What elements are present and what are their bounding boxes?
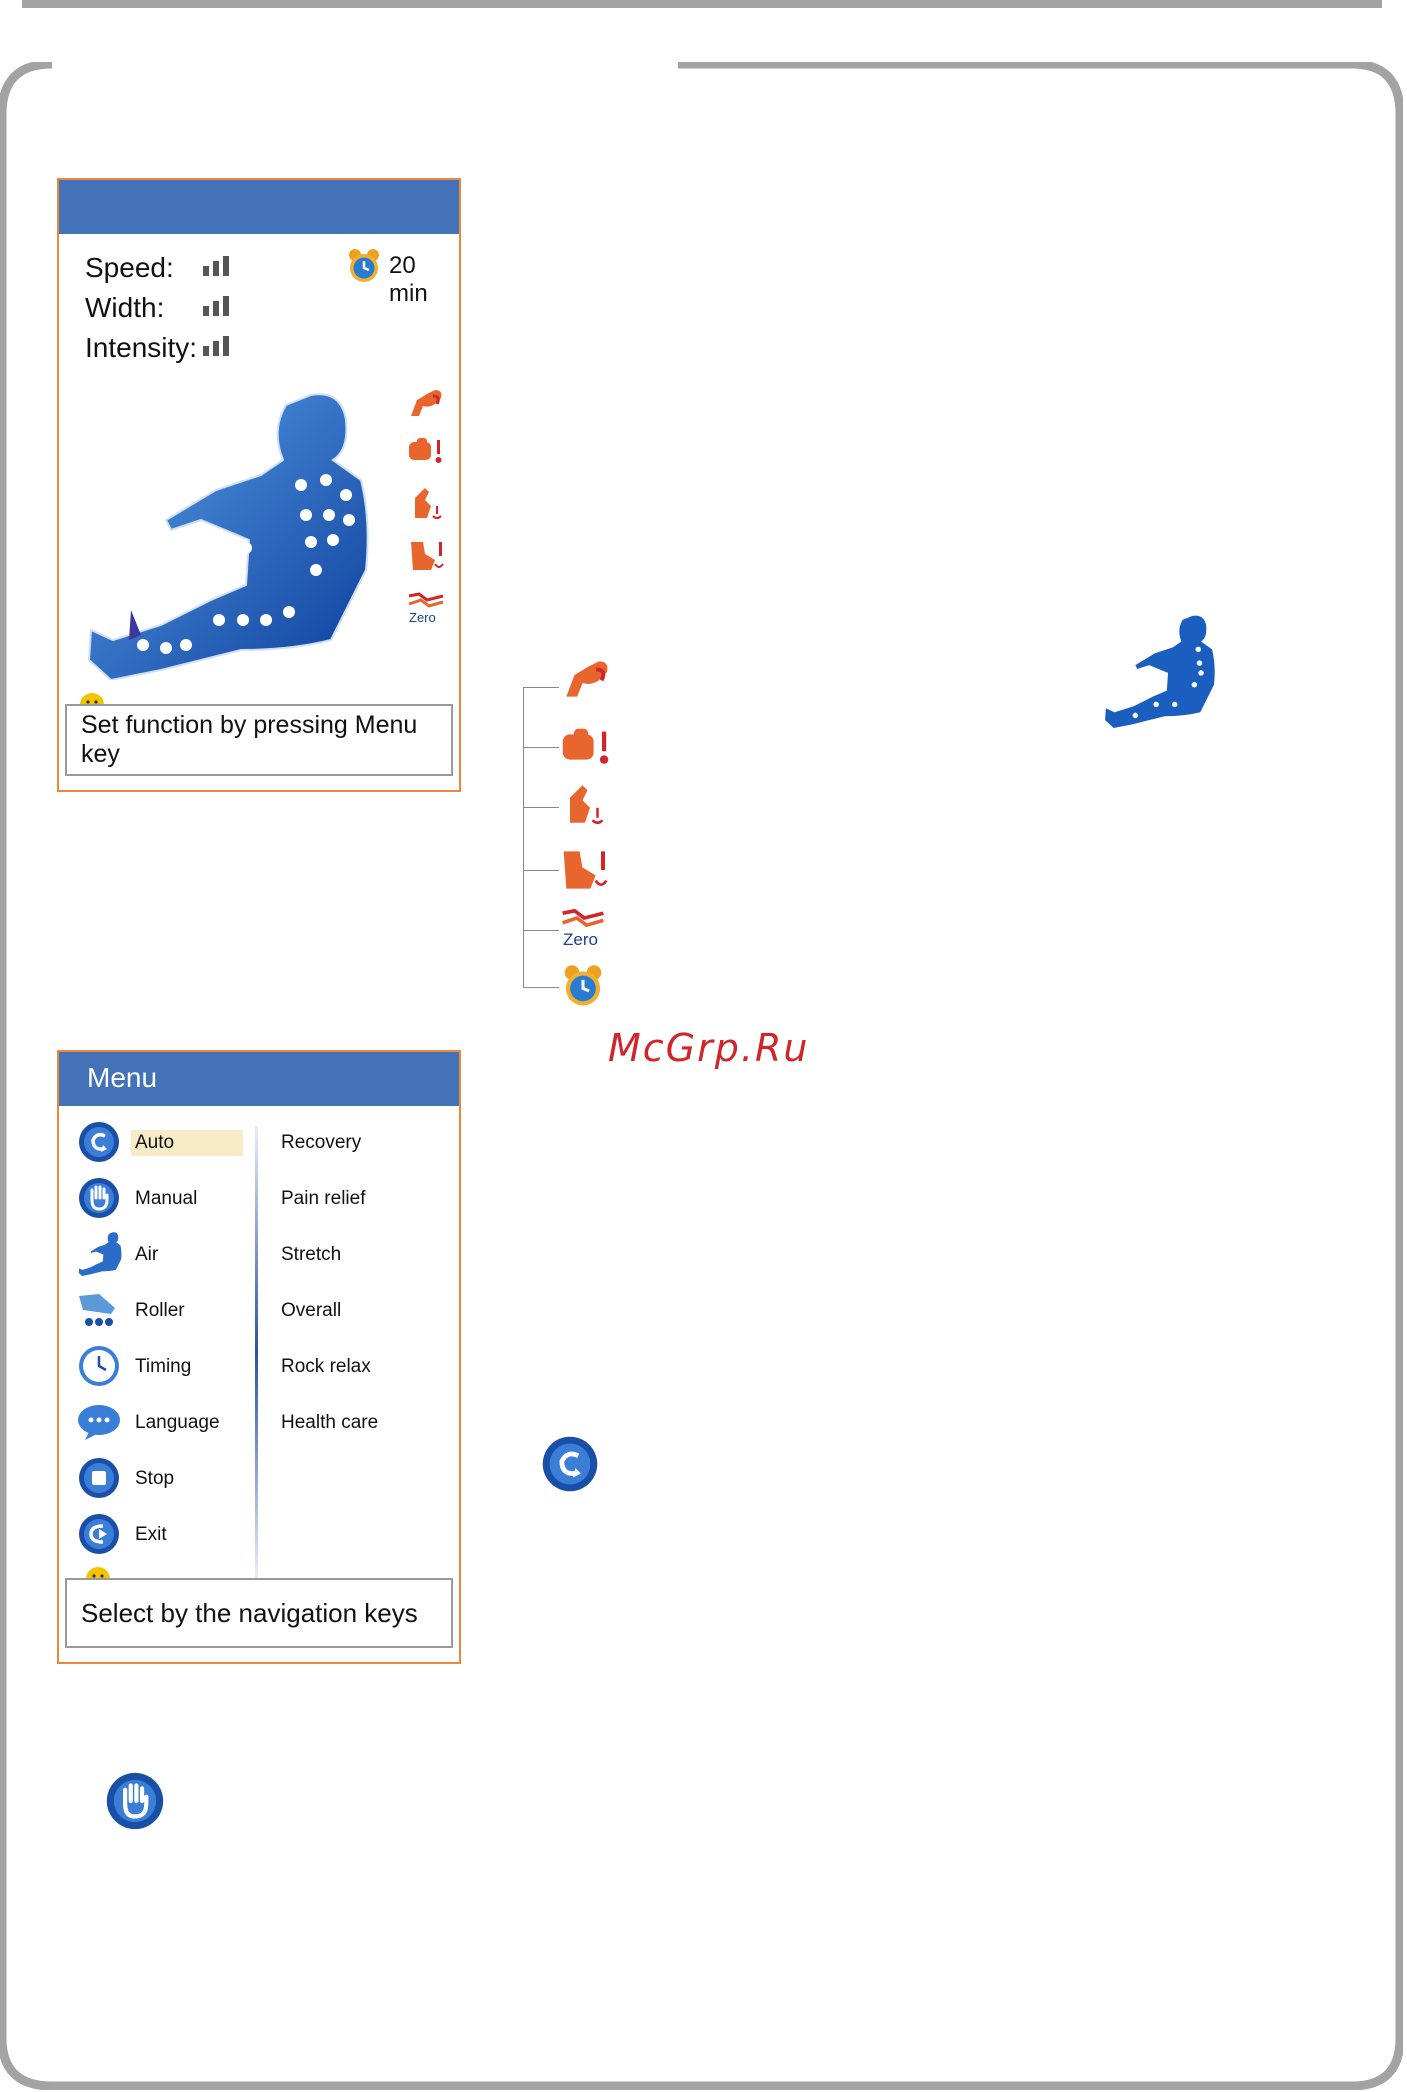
air-body-icon: [75, 1230, 123, 1276]
legend-zero-gravity-icon: [556, 906, 610, 930]
menu-item-auto[interactable]: [73, 1118, 253, 1166]
legend-tick: [523, 870, 559, 871]
manual-mode-hand-icon: [104, 1770, 166, 1832]
submenu-item[interactable]: Overall: [281, 1300, 342, 1321]
menu-item-stop[interactable]: [73, 1454, 253, 1502]
shiatsu-hand-icon: [407, 386, 447, 420]
menu-item-label: Auto: [131, 1130, 243, 1156]
legend-tick: [523, 930, 559, 931]
submenu-item[interactable]: Stretch: [281, 1244, 342, 1265]
submenu-item[interactable]: Recovery: [281, 1132, 362, 1153]
menu-title: Menu: [87, 1062, 158, 1093]
auto-icon: [77, 1120, 121, 1164]
hand-icon: [77, 1176, 121, 1220]
status-message-box: Set function by pressing Menu key: [65, 704, 453, 776]
menu-panel: [57, 1050, 461, 1664]
submenu-item[interactable]: Rock relax: [281, 1356, 371, 1377]
small-body-figure-icon: [1094, 610, 1220, 728]
legend-bracket: [523, 687, 524, 987]
legend-clap-icon: [558, 846, 612, 894]
status-header-bar: [59, 180, 459, 234]
alarm-clock-icon: [347, 248, 381, 284]
menu-item-manual[interactable]: [73, 1174, 253, 1222]
menu-item-timing[interactable]: [73, 1342, 253, 1390]
menu-item-label: Roller: [135, 1300, 185, 1321]
top-rule: [22, 0, 1382, 8]
width-level-bars: [201, 296, 233, 318]
body-figure-icon: [71, 380, 371, 680]
watermark: McGrp.Ru: [608, 1026, 810, 1070]
menu-item-label: Exit: [135, 1524, 167, 1545]
auto-mode-icon: [540, 1434, 600, 1494]
submenu-item[interactable]: Health care: [281, 1412, 379, 1433]
submenu-item[interactable]: Pain relief: [281, 1188, 366, 1209]
legend-alarm-clock-icon: [562, 964, 604, 1008]
width-label: Width: [85, 292, 157, 323]
roller-icon: [75, 1288, 123, 1332]
zero-gravity-label: Zero: [409, 610, 436, 625]
legend-tap-icon: [560, 780, 610, 828]
menu-header-bar: [59, 1052, 459, 1106]
legend-tick: [523, 807, 559, 808]
menu-item-label: Air: [135, 1244, 159, 1265]
clap-hand-icon: [407, 538, 447, 574]
menu-item-label: Manual: [135, 1188, 198, 1209]
menu-item-language[interactable]: [73, 1398, 253, 1446]
tap-hand-icon: [407, 484, 447, 522]
menu-item-label: Stop: [135, 1468, 175, 1489]
legend-shiatsu-icon: [560, 656, 616, 702]
menu-message-box: Select by the navigation keys: [65, 1578, 453, 1648]
intensity-row: Intensity:: [85, 332, 198, 363]
clock-icon: [77, 1344, 121, 1388]
menu-divider: [255, 1126, 258, 1578]
zero-gravity-icon: [405, 590, 447, 610]
exit-icon: [77, 1512, 121, 1556]
status-panel: [57, 178, 461, 792]
menu-item-exit[interactable]: [73, 1510, 253, 1558]
knead-fist-icon: [407, 436, 447, 466]
legend-knead-icon: [560, 726, 616, 768]
speech-bubble-icon: [75, 1402, 123, 1442]
legend-tick: [523, 987, 559, 988]
legend-tick: [523, 747, 559, 748]
menu-item-label: Timing: [135, 1356, 192, 1377]
legend-tick: [523, 687, 559, 688]
menu-item-air[interactable]: [73, 1230, 253, 1278]
legend-zero-label: Zero: [563, 930, 598, 949]
menu-item-label: Language: [135, 1412, 220, 1433]
timer-text: 20 min: [389, 252, 428, 307]
speed-label: Speed: [85, 252, 166, 283]
stop-icon: [77, 1456, 121, 1500]
width-row: Width:: [85, 292, 165, 323]
speed-level-bars: [201, 256, 233, 278]
speed-row: Speed:: [85, 252, 174, 283]
intensity-level-bars: [201, 336, 233, 358]
intensity-label: Intensity: [85, 332, 190, 363]
menu-item-roller[interactable]: [73, 1286, 253, 1334]
